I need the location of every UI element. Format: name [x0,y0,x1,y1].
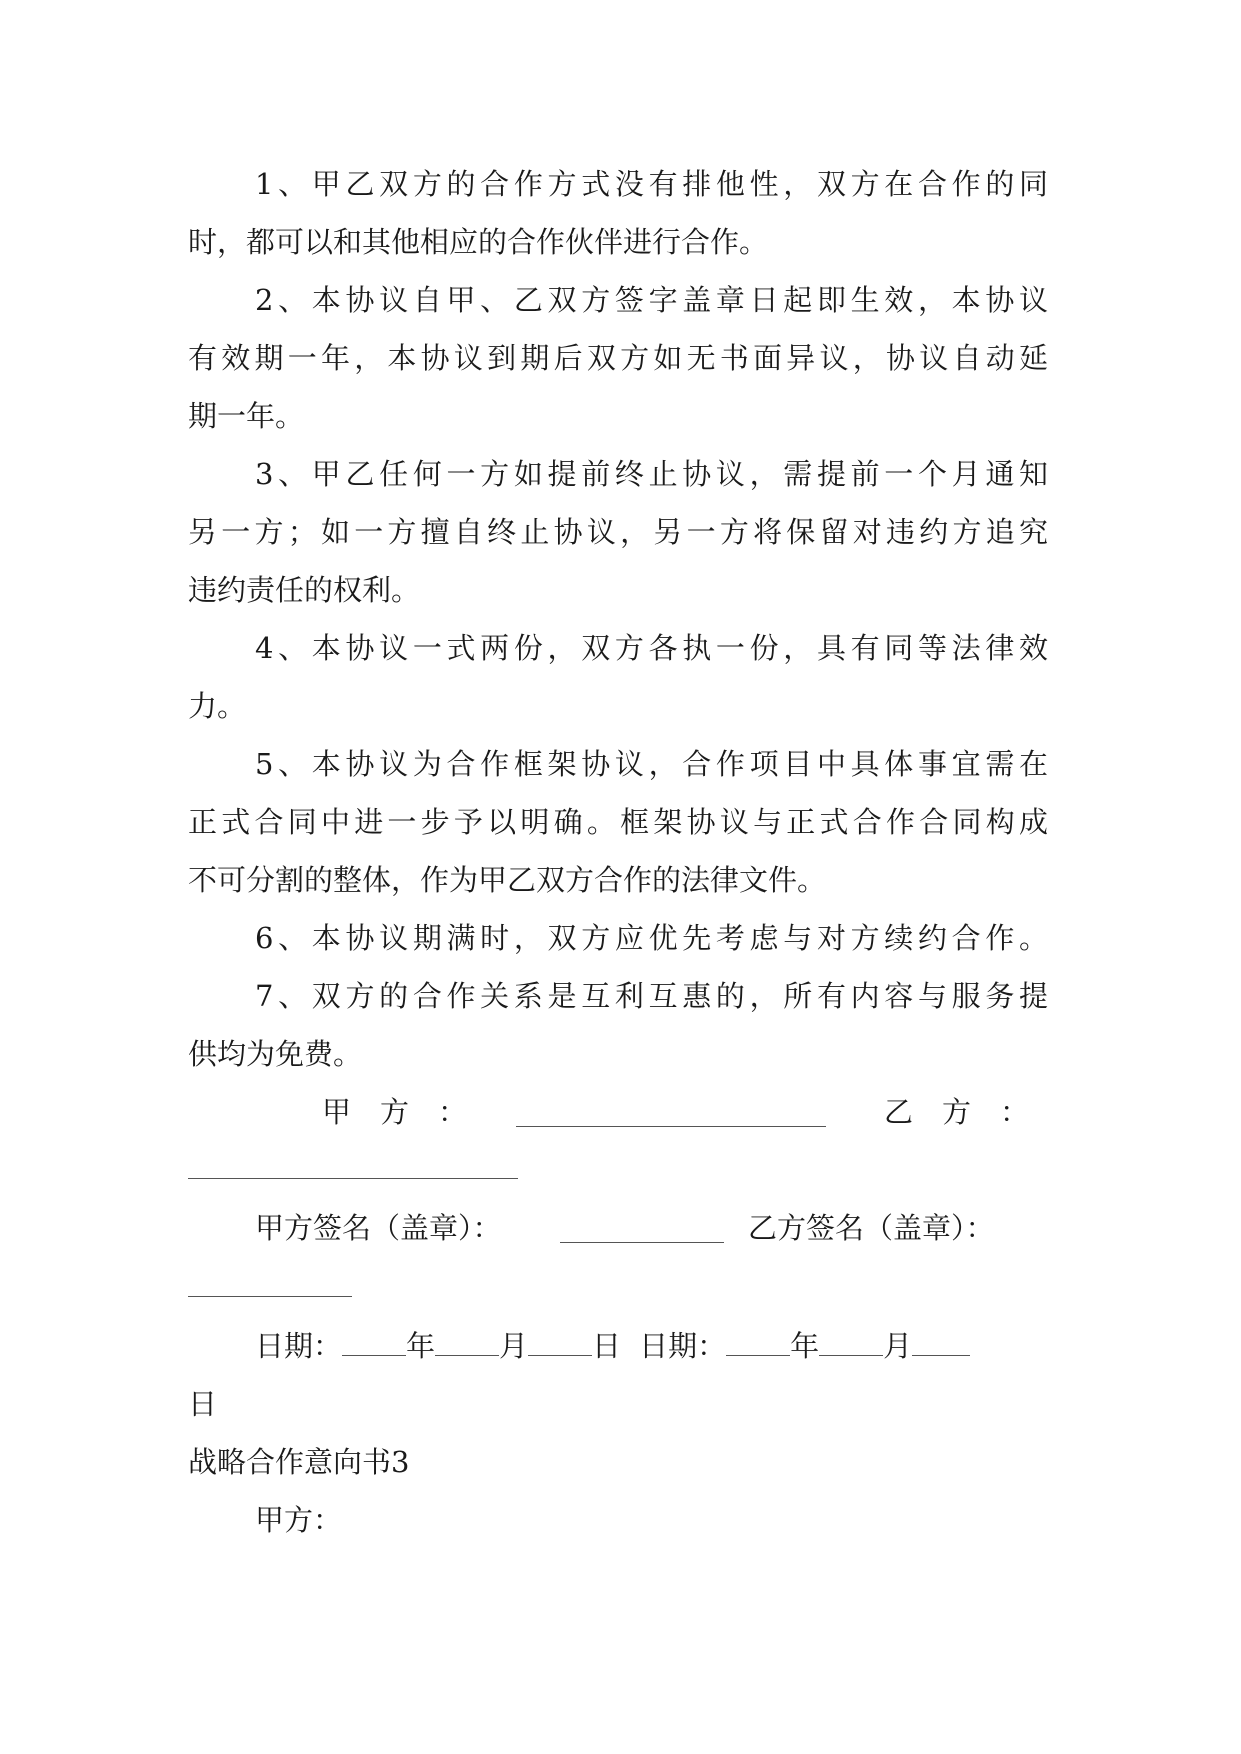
clause-4-line-1: 4、本协议一式两份，双方各执一份，具有同等法律效 [255,631,1048,665]
party-a-blank [516,1098,826,1127]
clause-7-line-2: 供均为免费。 [188,1037,363,1071]
clause-3-line-1: 3、甲乙任何一方如提前终止协议，需提前一个月通知 [255,457,1048,491]
clause-4-line-2: 力。 [188,689,247,723]
sign-a-label: 甲方签名（盖章）： [255,1211,502,1245]
date-a-year-blank [342,1327,406,1356]
clause-6-line-1: 6、本协议期满时，双方应优先考虑与对方续约合作。 [255,921,1048,955]
clause-1-line-1: 1、甲乙双方的合作方式没有排他性，双方在合作的同 [255,167,1048,201]
party-a-label: 甲 方 ： [322,1095,468,1129]
sign-b-row [748,1208,995,1248]
party-a-row [322,1092,467,1132]
clause-3-line-2: 另一方；如一方擅自终止协议，另一方将保留对违约方追究 [188,515,1048,549]
next-party-a-label: 甲方： [255,1503,343,1537]
sign-a-row [255,1208,502,1248]
date-b-day-blank [912,1327,970,1356]
date-a-day: 日 [592,1329,622,1363]
sign-b-blank [188,1268,352,1297]
clause-1-line-2: 时，都可以和其他相应的合作伙伴进行合作。 [188,225,769,259]
clause-2-line-1: 2、本协议自甲、乙双方签字盖章日起即生效，本协议 [255,283,1048,317]
section-title: 战略合作意向书3 [188,1445,410,1479]
clause-2-line-2: 有效期一年，本协议到期后双方如无书面异议，协议自动延 [188,341,1048,375]
date-a-year: 年 [406,1329,436,1363]
sign-b-label: 乙方签名（盖章）： [748,1211,995,1245]
clause-2-line-3: 期一年。 [188,399,305,433]
date-a-month: 月 [499,1329,529,1363]
clause-5-line-3: 不可分割的整体，作为甲乙双方合作的法律文件。 [188,863,827,897]
clause-5-line-1: 5、本协议为合作框架协议，合作项目中具体事宜需在 [255,747,1048,781]
date-row [255,1326,970,1366]
date-b-month-blank [819,1327,883,1356]
party-b-label: 乙 方 ： [884,1095,1030,1129]
date-a-label: 日期： [255,1329,343,1363]
date-b-day-row [188,1384,217,1424]
date-b-year-blank [726,1327,790,1356]
date-a-day-blank [528,1327,592,1356]
date-b-day: 日 [188,1387,218,1421]
clause-5-line-2: 正式合同中进一步予以明确。框架协议与正式合作合同构成 [188,805,1048,839]
sign-a-blank [560,1214,724,1243]
date-b-year: 年 [790,1329,820,1363]
date-b-label: 日期： [639,1329,727,1363]
date-a-month-blank [435,1327,499,1356]
party-b-row [884,1092,1029,1132]
clause-7-line-1: 7、双方的合作关系是互利互惠的，所有内容与服务提 [255,979,1048,1013]
date-b-month: 月 [883,1329,913,1363]
clause-3-line-3: 违约责任的权利。 [188,573,421,607]
party-b-blank [188,1150,518,1179]
